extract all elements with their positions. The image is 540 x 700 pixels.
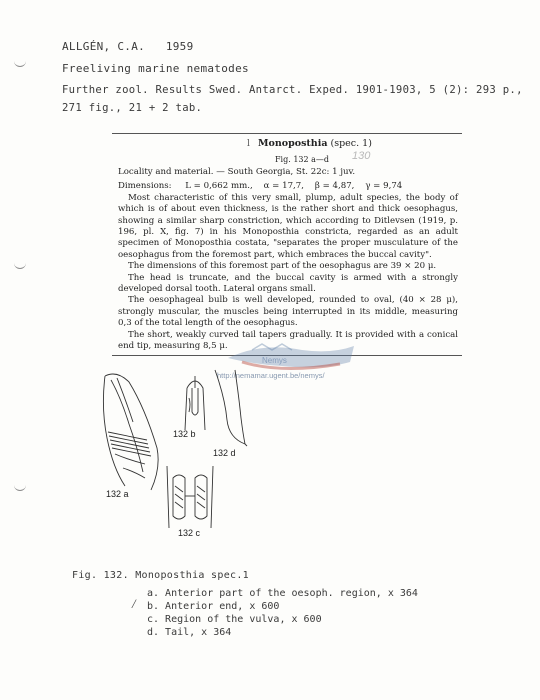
page-mark: l (247, 139, 250, 149)
paragraph-5: The short, weakly curved tail tapers gradually. It is provided with a conical end tip, measuring 8,5 μ. (118, 329, 458, 352)
drawing-132d (215, 370, 247, 446)
caption-title: Fig. 132. Monoposthia spec.1 (72, 570, 249, 581)
species-heading (258, 138, 372, 149)
label-132c: 132 c (178, 528, 201, 538)
species-suffix: (spec. 1) (330, 138, 372, 149)
figure-reference: Fig. 132 a—d (275, 155, 330, 164)
handwritten-number: 130 (352, 150, 371, 162)
punch-hole-middle (14, 262, 26, 269)
caption-item-d: d. Tail, x 364 (147, 627, 232, 638)
caption-item-b: b. Anterior end, x 600 (147, 601, 280, 612)
drawing-132c (167, 466, 213, 528)
figure-132-drawings (95, 368, 280, 538)
watermark-brand: Nemys (262, 356, 287, 365)
caption-item-a: a. Anterior part of the oesoph. region, x 364 (147, 588, 418, 599)
caption-item-c: c. Region of the vulva, x 600 (147, 614, 322, 625)
citation-author-year: ALLGÉN, C.A. 1959 (62, 40, 194, 53)
locality-line: Locality and material. — South Georgia, St. 22c: 1 juv. (118, 167, 356, 177)
caption-pen-mark: / (132, 596, 136, 611)
label-132b: 132 b (173, 429, 196, 439)
article-top-rule (112, 133, 462, 134)
article-body (118, 167, 458, 353)
paragraph-2: The dimensions of this foremost part of the oesophagus are 39 × 20 μ. (128, 261, 437, 272)
watermark-url: http://nemamar.ugent.be/nemys/ (217, 371, 325, 380)
label-132a: 132 a (106, 489, 129, 499)
species-name: Monoposthia (258, 138, 328, 149)
citation-title: Freeliving marine nematodes (62, 62, 249, 75)
dimensions-line: Dimensions: L = 0,662 mm., α = 17,7, β = 4,87, γ = 9,74 (118, 181, 403, 192)
citation-source-cont: 271 fig., 21 + 2 tab. (62, 102, 203, 114)
label-132d: 132 d (213, 448, 236, 458)
punch-hole-top (14, 60, 26, 67)
drawing-132b (185, 376, 205, 430)
paragraph-1: Most characteristic of this very small, plump, adult species, the body of which is of about even thickness, is the rather short and thick oesophagus, showing a similar sharp constriction, which according to Ditlevsen (1919, p. 196, pl. X, fig. 7) in his Monoposthia constricta, regarded as an adult specimen of Monoposthia costata, "separates the proper musculature of the oesophagus from the foremost part, which embraces the buccal cavity". (118, 192, 458, 260)
paragraph-4: The oesophageal bulb is well developed, rounded to oval, (40 × 28 μ), strongly muscular, the muscles being interrupted in its middle, measuring 0,3 of the total length of the oesophagus. (118, 295, 458, 329)
paragraph-3: The head is truncate, and the buccal cavity is armed with a strongly developed dorsal tooth. Lateral organs small. (118, 272, 458, 295)
drawing-132a (103, 374, 158, 490)
citation-source: Further zool. Results Swed. Antarct. Exped. 1901-1903, 5 (2): 293 p., (62, 84, 523, 96)
punch-hole-bottom (14, 484, 26, 491)
